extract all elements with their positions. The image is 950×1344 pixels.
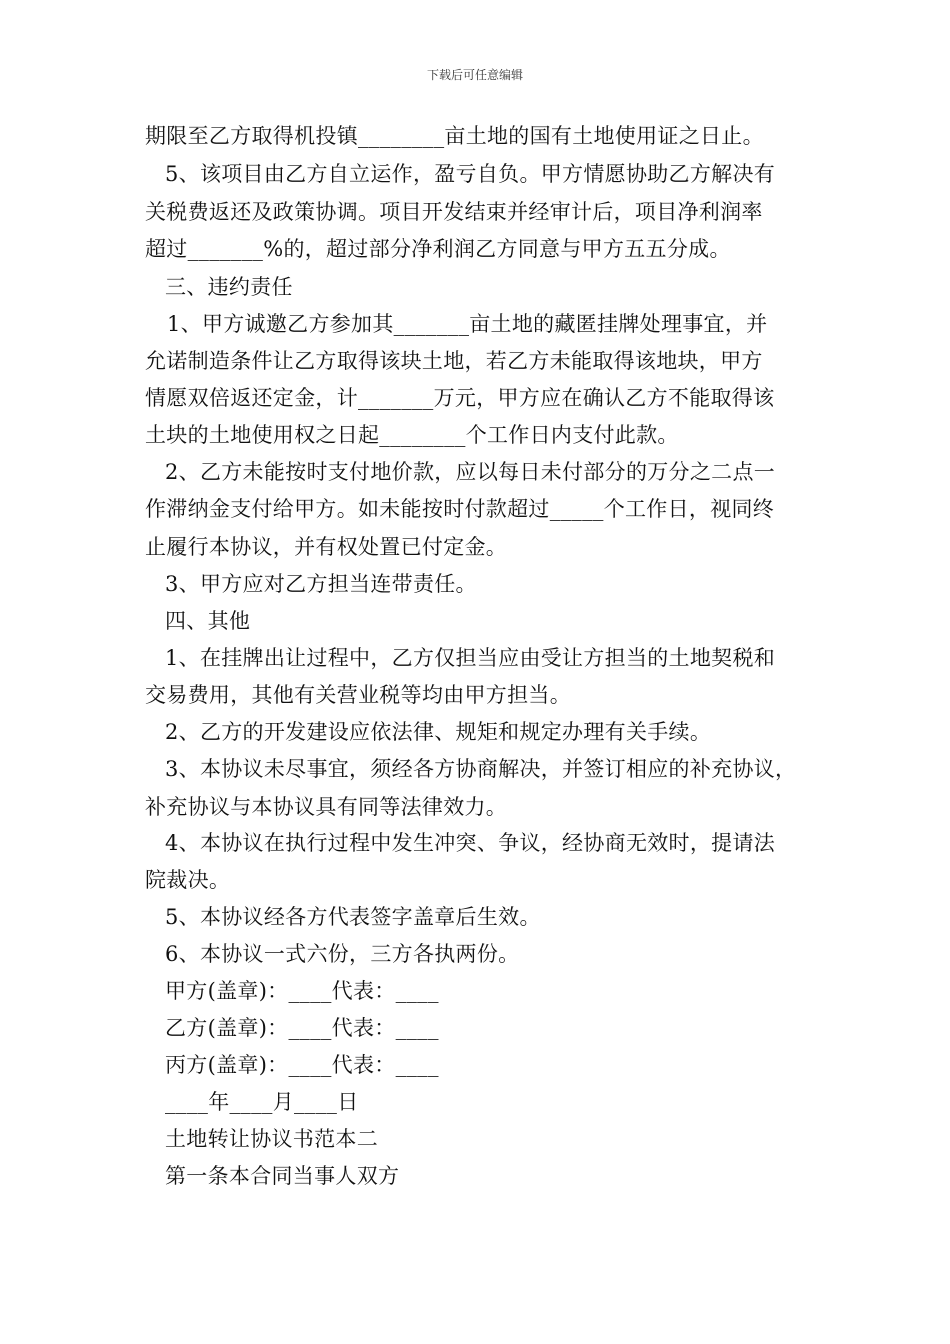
section-heading: 三、违约责任 [165,275,293,299]
page-header-note: 下载后可任意编辑 [426,68,523,82]
section-heading: 四、其他 [165,609,251,633]
date-line: ____年____月____日 [165,1090,359,1114]
paragraph-line: 作滞纳金支付给甲方。如未能按时付款超过_____个工作日，视同终 [145,497,775,521]
paragraph-line: 1、甲方诚邀乙方参加其_______亩土地的藏匿挂牌处理事宜，并 [167,312,768,336]
paragraph-line: 允诺制造条件让乙方取得该块土地，若乙方未能取得该地块，甲方 [145,349,763,373]
paragraph-line: 交易费用，其他有关营业税等均由甲方担当。 [145,683,571,707]
paragraph-line: 止履行本协议，并有权处置已付定金。 [145,535,508,559]
paragraph-line: 土块的土地使用权之日起________个工作日内支付此款。 [145,423,679,447]
paragraph-line: 4、本协议在执行过程中发生冲突、争议，经协商无效时，提请法 [165,831,776,855]
section-title: 土地转让协议书范本二 [165,1127,378,1151]
paragraph-line: 期限至乙方取得机投镇________亩土地的国有土地使用证之日止。 [145,124,764,148]
paragraph-line: 6、本协议一式六份，三方各执两份。 [165,942,520,966]
paragraph-line: 3、甲方应对乙方担当连带责任。 [165,572,477,596]
paragraph-line: 情愿双倍返还定金，计_______万元，甲方应在确认乙方不能取得该 [145,386,775,410]
paragraph-line: 5、本协议经各方代表签字盖章后生效。 [165,905,541,929]
signature-line-party-b: 乙方(盖章)：____代表：____ [165,1016,439,1040]
paragraph-line: 院裁决。 [145,868,231,892]
paragraph-line: 补充协议与本协议具有同等法律效力。 [145,795,508,819]
paragraph-line: 关税费返还及政策协调。项目开发结束并经审计后，项目净利润率 [145,200,763,224]
paragraph-line: 1、在挂牌出让过程中，乙方仅担当应由受让方担当的土地契税和 [165,646,776,670]
paragraph-line: 第一条本合同当事人双方 [165,1164,400,1188]
paragraph-line: 超过_______%的，超过部分净利润乙方同意与甲方五五分成。 [145,237,731,261]
signature-line-party-c: 丙方(盖章)：____代表：____ [165,1053,439,1077]
signature-line-party-a: 甲方(盖章)：____代表：____ [165,979,439,1003]
paragraph-line: 2、乙方未能按时支付地价款，应以每日未付部分的万分之二点一 [165,460,776,484]
paragraph-line: 2、乙方的开发建设应依法律、规矩和规定办理有关手续。 [165,720,712,744]
paragraph-line: 3、本协议未尽事宜，须经各方协商解决，并签订相应的补充协议， [165,757,797,781]
paragraph-line: 5、该项目由乙方自立运作，盈亏自负。甲方情愿协助乙方解决有 [165,162,776,186]
